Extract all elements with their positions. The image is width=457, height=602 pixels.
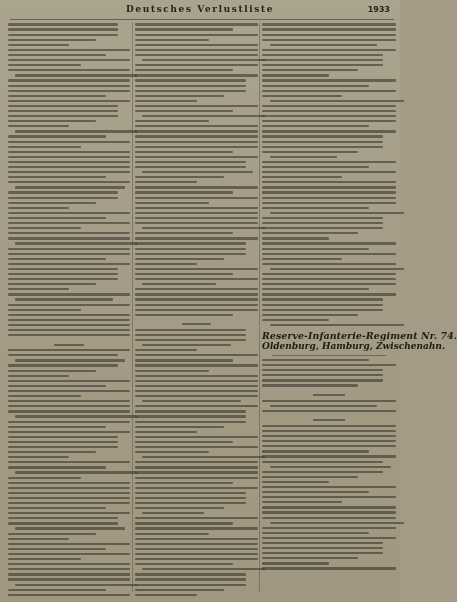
- running-title: Deutsches Verlustliste: [125, 5, 275, 15]
- casualty-entry-line: [8, 333, 130, 338]
- notice-rule: [272, 355, 386, 356]
- regiment-notice: [262, 330, 457, 352]
- casualty-entry-line: [262, 408, 396, 413]
- column-divider: [259, 22, 260, 592]
- casualty-column-3: [262, 22, 457, 598]
- header-rule: [10, 19, 394, 20]
- casualty-column-2: [135, 22, 258, 598]
- casualty-entry-line: [135, 592, 258, 597]
- casualty-entry-line: [8, 592, 130, 597]
- regiment-notice-subtitle: Oldenburg, Hamburg, Zwischenahn.: [262, 341, 446, 352]
- page-header: [0, 5, 400, 17]
- casualty-entry-line: [135, 312, 258, 317]
- casualty-column-1: [8, 22, 130, 598]
- casualty-list-bottom: [262, 355, 396, 572]
- column-divider: [132, 22, 133, 592]
- page-number: 1933: [367, 5, 390, 14]
- casualty-entry-line: [262, 383, 396, 388]
- casualty-entry-line: [262, 566, 396, 571]
- regiment-notice-title: Reserve-Infanterie-Regiment Nr. 74.: [262, 330, 457, 342]
- casualty-list-top: [262, 22, 396, 328]
- casualty-entry-line: [262, 323, 396, 328]
